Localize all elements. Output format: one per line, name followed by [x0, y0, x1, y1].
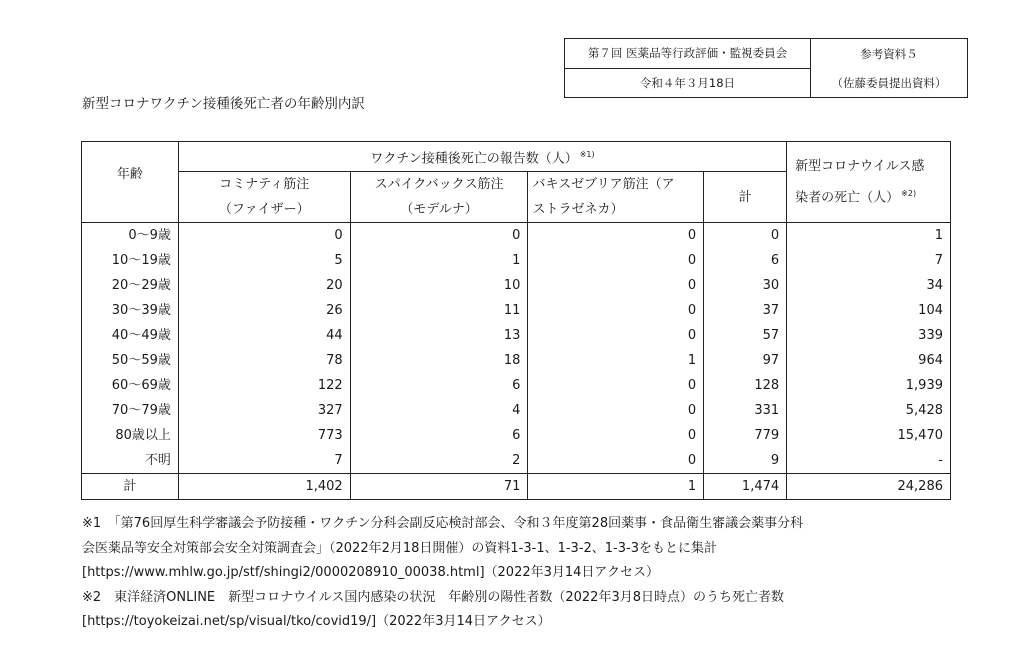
spikevax-header-2: （モデルナ）	[350, 197, 528, 223]
cell-comirnaty: 773	[178, 423, 350, 448]
cell-age: 50～59歳	[82, 348, 179, 373]
cell-age: 70～79歳	[82, 398, 179, 423]
cell-covid: 7	[787, 248, 951, 273]
cell-vaxzevria: 0	[528, 323, 704, 348]
cell-vaxzevria: 0	[528, 248, 704, 273]
footnote-line: ※1 「第76回厚生科学審議会予防接種・ワクチン分科会副反応検討部会、令和３年度第28回薬事・食品衛生審議会薬事分科	[82, 516, 804, 531]
cell-covid: 1	[787, 223, 951, 249]
cell-spikevax: 10	[350, 273, 528, 298]
cell-age: 80歳以上	[82, 423, 179, 448]
cell-total: 331	[704, 398, 787, 423]
cell-total: 128	[704, 373, 787, 398]
cell-spikevax: 6	[350, 423, 528, 448]
cell-vaxzevria: 0	[528, 398, 704, 423]
totals-row	[82, 474, 951, 500]
cell-spikevax: 4	[350, 398, 528, 423]
cell-spikevax: 6	[350, 373, 528, 398]
cell-total: 97	[704, 348, 787, 373]
footnote-line: 会医薬品等安全対策部会安全対策調査会」（2022年2月18日開催）の資料1-3-1、1-3-2、1-3-3をもとに集計	[82, 540, 717, 556]
table-row	[82, 398, 951, 423]
cell-covid: 5,428	[787, 398, 951, 423]
cell-vaxzevria: 0	[528, 298, 704, 323]
cell-vaxzevria: 0	[528, 448, 704, 474]
cell-comirnaty: 327	[178, 398, 350, 423]
cell-total: 779	[704, 423, 787, 448]
cell-spikevax: 13	[350, 323, 528, 348]
table-row	[82, 323, 951, 348]
total-total: 1,474	[704, 474, 787, 500]
cell-comirnaty: 7	[178, 448, 350, 474]
cell-vaxzevria: 1	[528, 348, 704, 373]
comirnaty-header-1: コミナティ筋注	[178, 172, 350, 198]
cell-total: 37	[704, 298, 787, 323]
spikevax-header-1: スパイクバックス筋注	[350, 172, 528, 198]
table-row	[82, 273, 951, 298]
cell-covid: 15,470	[787, 423, 951, 448]
cell-age: 30～39歳	[82, 298, 179, 323]
footnote-line: [https://toyokeizai.net/sp/visual/tko/covid19/]（2022年3月14日アクセス）	[82, 614, 551, 629]
footnote-line: [https://www.mhlw.go.jp/stf/shingi2/0000208910_00038.html]（2022年3月14日アクセス）	[82, 565, 660, 580]
cell-covid: -	[787, 448, 951, 474]
cell-covid: 339	[787, 323, 951, 348]
total-header: 計	[704, 172, 787, 223]
cell-comirnaty: 5	[178, 248, 350, 273]
table-row	[82, 223, 951, 249]
cell-total: 9	[704, 448, 787, 474]
cell-total: 0	[704, 223, 787, 249]
cell-comirnaty: 122	[178, 373, 350, 398]
comirnaty-header-2: （ファイザー）	[178, 197, 350, 223]
cell-spikevax: 0	[350, 223, 528, 249]
cell-total: 57	[704, 323, 787, 348]
total-covid: 24,286	[787, 474, 951, 500]
cell-age: 40～49歳	[82, 323, 179, 348]
table-row	[82, 423, 951, 448]
cell-covid: 34	[787, 273, 951, 298]
table-row	[82, 248, 951, 273]
header-left	[565, 39, 811, 97]
cell-total: 6	[704, 248, 787, 273]
age-breakdown-table	[81, 141, 951, 500]
header-box	[564, 38, 968, 98]
cell-age: 20～29歳	[82, 273, 179, 298]
footnotes	[82, 512, 962, 635]
cell-comirnaty: 20	[178, 273, 350, 298]
vaxzevria-header-2: ストラゼネカ）	[528, 197, 704, 223]
footnote-line: ※2 東洋経済ONLINE 新型コロナウイルス国内感染の状況 年齢別の陽性者数（2022年3月8日時点）のうち死亡者数	[82, 589, 784, 605]
cell-age: 不明	[82, 448, 179, 474]
total-spikevax: 71	[350, 474, 528, 500]
cell-covid: 1,939	[787, 373, 951, 398]
cell-vaxzevria: 0	[528, 373, 704, 398]
table-row	[82, 298, 951, 323]
cell-spikevax: 2	[350, 448, 528, 474]
table-row	[82, 373, 951, 398]
total-label: 計	[82, 474, 179, 500]
cell-comirnaty: 26	[178, 298, 350, 323]
cell-age: 60～69歳	[82, 373, 179, 398]
total-vaxzevria: 1	[528, 474, 704, 500]
meeting-date: 令和４年３月18日	[639, 75, 736, 90]
table-row	[82, 448, 951, 474]
reference-label: 参考資料５	[860, 46, 918, 61]
header-right	[811, 39, 967, 97]
cell-total: 30	[704, 273, 787, 298]
committee-name: 第７回 医薬品等行政評価・監視委員会	[565, 39, 810, 69]
cell-comirnaty: 0	[178, 223, 350, 249]
cell-age: 10～19歳	[82, 248, 179, 273]
cell-covid: 964	[787, 348, 951, 373]
total-comirnaty: 1,402	[178, 474, 350, 500]
cell-vaxzevria: 0	[528, 223, 704, 249]
vaxzevria-header-1: バキスゼブリア筋注（ア	[528, 172, 704, 198]
cell-comirnaty: 44	[178, 323, 350, 348]
cell-vaxzevria: 0	[528, 423, 704, 448]
cell-comirnaty: 78	[178, 348, 350, 373]
cell-covid: 104	[787, 298, 951, 323]
document-title: 新型コロナワクチン接種後死亡者の年齢別内訳	[82, 96, 365, 112]
cell-vaxzevria: 0	[528, 273, 704, 298]
covid-deaths-header: 新型コロナウイルス感 染者の死亡（人） $^{※2)}$	[787, 142, 951, 223]
table-row	[82, 348, 951, 373]
cell-spikevax: 11	[350, 298, 528, 323]
cell-spikevax: 18	[350, 348, 528, 373]
submitter-label: （佐藤委員提出資料）	[831, 75, 947, 90]
age-header: 年齢	[82, 142, 179, 223]
cell-age: 0～9歳	[82, 223, 179, 249]
vaccine-group-header: ワクチン接種後死亡の報告数（人） $^{※1)}$	[178, 142, 786, 172]
cell-spikevax: 1	[350, 248, 528, 273]
